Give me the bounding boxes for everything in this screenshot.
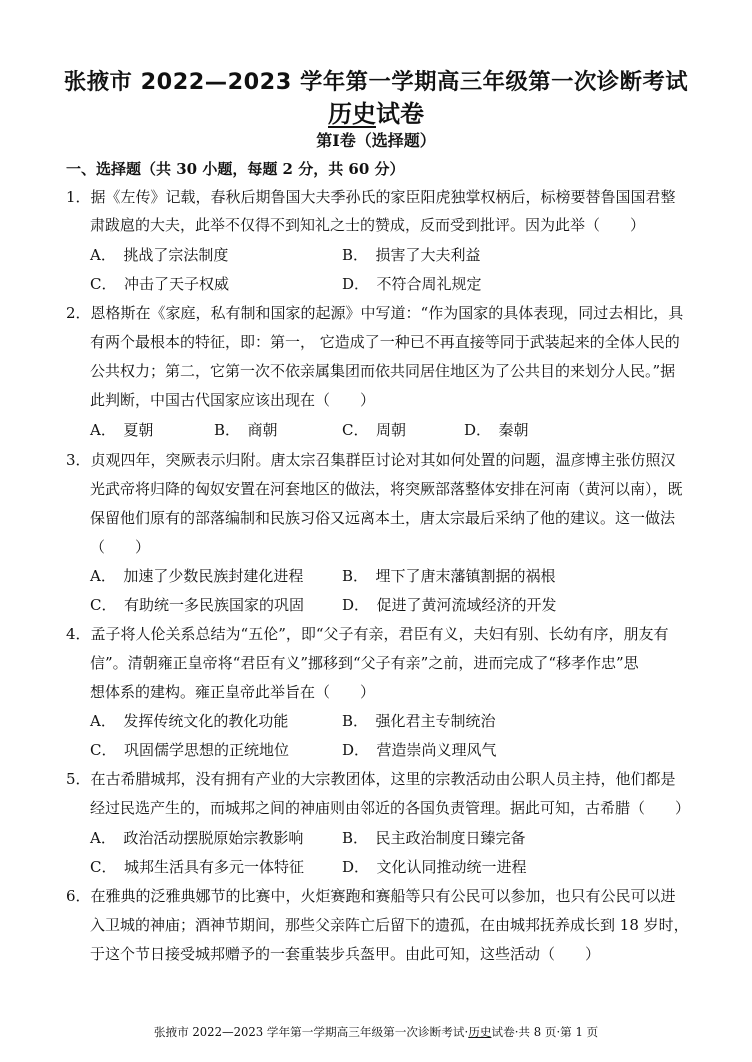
question-line: 光武帝将归降的匈奴安置在河套地区的做法，将突厥部落整体安排在河南（黄河以南），既: [90, 480, 683, 498]
option-c: C． 冲击了天子权威: [90, 275, 229, 293]
question-line: 6．在雅典的泛雅典娜节的比赛中，火炬赛跑和赛船等只有公民可以参加，也只有公民可以进: [66, 887, 676, 905]
option-b: B． 损害了大夫利益: [342, 246, 481, 264]
question-line: 想体系的建构。雍正皇帝此举旨在（ ）: [90, 683, 376, 701]
option-d: D． 营造崇尚义理风气: [342, 741, 497, 759]
question-line: 入卫城的神庙；酒神节期间，那些父亲阵亡后留下的遗孤，在由城邦抚养成长到 18 岁时，: [90, 916, 689, 934]
option-c: C． 城邦生活具有多元一体特征: [90, 858, 304, 876]
question-line: 1．据《左传》记载，春秋后期鲁国大夫季孙氏的家臣阳虎独掌权柄后，标榜要替鲁国国君整: [66, 188, 676, 206]
question-line: 保留他们原有的部落编制和民族习俗又远离本土，唐太宗最后采纳了他的建议。这一做法: [90, 509, 676, 527]
option-d: D． 促进了黄河流域经济的开发: [342, 596, 557, 614]
option-b: B． 埋下了唐末藩镇割据的祸根: [342, 567, 556, 585]
question-line: 经过民选产生的，而城邦之间的神庙则由邻近的各国负责管理。据此可知，古希腊（ ）: [90, 799, 691, 817]
option-c: C． 巩固儒学思想的正统地位: [90, 741, 289, 759]
question-line: 于这个节日接受城邦赠予的一套重装步兵盔甲。由此可知，这些活动（ ）: [90, 945, 601, 963]
option-b: B． 民主政治制度日臻完备: [342, 829, 526, 847]
footer-suffix: 试卷·共 8 页·第 1 页: [491, 1025, 599, 1039]
option-c: C． 周朝: [342, 421, 406, 439]
question-line: 公共权力；第二，它第一次不依亲属集团而依共同居住地区为了公共目的来划分人民。”据: [90, 362, 676, 380]
exam-subject-title: [0, 98, 752, 130]
option-d: D． 不符合周礼规定: [342, 275, 482, 293]
question-line: 有两个最根本的特征，即：第一， 它造成了一种已不再直接等同于武装起来的全体人民的: [90, 333, 680, 351]
section-title: 第Ⅰ卷（选择题）: [316, 131, 436, 150]
question-line: （ ）: [90, 538, 151, 556]
page-footer: [0, 1023, 752, 1041]
option-d: D． 秦朝: [464, 421, 529, 439]
option-c: C． 有助统一多民族国家的巩固: [90, 596, 304, 614]
option-a: A． 夏朝: [90, 421, 154, 439]
subject-name: 历史: [328, 100, 376, 128]
subject-suffix: 试卷: [376, 100, 424, 128]
option-a: A． 发挥传统文化的教化功能: [90, 712, 289, 730]
option-b: B． 商朝: [214, 421, 278, 439]
option-a: A． 挑战了宗法制度: [90, 246, 229, 264]
question-line: 信”。清朝雍正皇帝将“君臣有义”挪移到“父子有亲”之前，进而完成了“移孝作忠”思: [90, 654, 639, 672]
question-line: 肃跋扈的大夫，此举不仅得不到知礼之士的赞成，反而受到批评。因为此举（ ）: [90, 216, 646, 234]
option-d: D． 文化认同推动统一进程: [342, 858, 527, 876]
question-line: 此判断，中国古代国家应该出现在（ ）: [90, 391, 376, 409]
part-heading: 一、选择题（共 30 小题，每题 2 分，共 60 分）: [66, 160, 405, 178]
question-line: 3．贞观四年，突厥表示归附。唐太宗召集群臣讨论对其如何处置的问题，温彦博主张仿照汉: [66, 451, 676, 469]
option-b: B． 强化君主专制统治: [342, 712, 496, 730]
option-a: A． 加速了少数民族封建化进程: [90, 567, 304, 585]
question-line: 4．孟子将人伦关系总结为“五伦”，即“父子有亲，君臣有义，夫妇有别、长幼有序，朋友有: [66, 625, 669, 643]
footer-prefix: 张掖市 2022—2023 学年第一学期高三年级第一次诊断考试·: [153, 1025, 469, 1039]
question-line: 5．在古希腊城邦，没有拥有产业的大宗教团体，这里的宗教活动由公职人员主持，他们都是: [66, 770, 676, 788]
question-line: 2．恩格斯在《家庭，私有制和国家的起源》中写道：“作为国家的具体表现，同过去相比，具: [66, 304, 684, 322]
option-a: A． 政治活动摆脱原始宗教影响: [90, 829, 304, 847]
exam-title: 张掖市 2022—2023 学年第一学期高三年级第一次诊断考试: [63, 69, 689, 95]
footer-subject: 历史: [468, 1025, 492, 1039]
